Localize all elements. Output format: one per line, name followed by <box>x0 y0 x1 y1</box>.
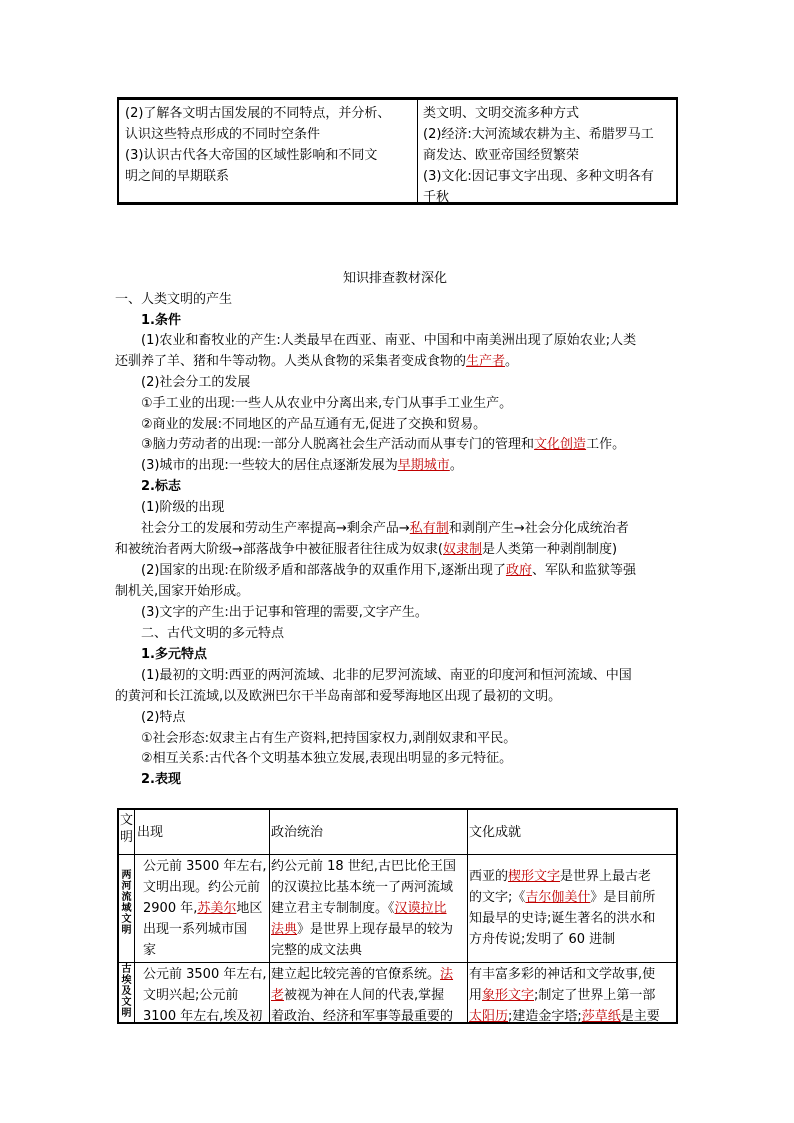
table-text: 明之间的早期联系 <box>125 169 230 184</box>
key-term: 文化创造 <box>534 437 587 452</box>
row-label-egypt: 古 埃 及 文 明 <box>121 964 132 1019</box>
key-term: 生产者 <box>466 354 506 369</box>
key-term: 法典 <box>271 922 298 937</box>
table-text: (3)文化:因记事文字出现、多种文明各有 <box>423 169 654 184</box>
paragraph: ③脑力劳动者的出现:一部分人脱离社会生产活动而从事专门的管理和文化创造工作。 <box>141 437 626 452</box>
key-term: 太阳历 <box>469 1009 509 1024</box>
paragraph: (1)最初的文明:西亚的两河流域、北非的尼罗河流域、南亚的印度河和恒河流域、中国 <box>141 668 632 683</box>
paragraph: ②相互关系:古代各个文明基本独立发展,表现出明显的多元特征。 <box>141 751 513 766</box>
row1-politics: 约公元前 18 世纪,古巴比伦王国 的汉谟拉比基本统一了两河流域 建立君主专制制度。《汉谟拉比 法典》是世界上现存最早的较为 完整的成文法典 <box>271 859 456 958</box>
table-text: 类文明、文明交流多种方式 <box>423 106 580 121</box>
paragraph: (2)社会分工的发展 <box>141 375 251 390</box>
paragraph: 制机关,国家开始形成。 <box>115 584 250 599</box>
table-divider <box>119 962 676 963</box>
table-text: (2)经济:大河流域农耕为主、希腊罗马工 <box>423 127 654 142</box>
key-term: 苏美尔 <box>197 901 237 916</box>
heading-1: 一、人类文明的产生 <box>115 292 233 307</box>
header-appearance: 出现 <box>137 825 164 840</box>
row-label-mesopotamia: 两 河 流 域 文 明 <box>121 870 132 936</box>
objectives-table <box>117 97 678 205</box>
key-term: 象形文字 <box>482 988 535 1003</box>
subheading: 2.表现 <box>141 772 181 787</box>
subheading: 2.标志 <box>141 479 181 494</box>
table-left-cell <box>125 103 390 187</box>
header-culture: 文化成就 <box>469 825 522 840</box>
paragraph: ①社会形态:奴隶主占有生产资料,把持国家权力,剥削奴隶和平民。 <box>141 731 517 746</box>
paragraph: (2)国家的出现:在阶级矛盾和部落战争的双重作用下,逐渐出现了政府、军队和监狱等强 <box>141 563 636 578</box>
table-text: 千秋 <box>423 190 450 205</box>
header-politics: 政治统治 <box>271 825 324 840</box>
paragraph: ②商业的发展:不同地区的产品互通有无,促进了交换和贸易。 <box>141 417 487 432</box>
row1-culture: 西亚的楔形文字是世界上最古老 的文字;《吉尔伽美什》是目前所 知最早的史诗;诞生著名的洪水和 方舟传说;发明了 60 进制 <box>469 869 656 947</box>
table-text: 商发达、欧亚帝国经贸繁荣 <box>423 148 580 163</box>
key-term: 政府 <box>505 563 532 578</box>
row2-politics: 建立起比较完善的官僚系统。法 老被视为神在人间的代表,掌握 着政治、经济和军事等最重要的 <box>271 967 454 1024</box>
paragraph: ①手工业的出现:一些人从农业中分离出来,专门从事手工业生产。 <box>141 396 513 411</box>
table-right-cell <box>423 103 654 208</box>
paragraph: (3)文字的产生:出于记事和管理的需要,文字产生。 <box>141 605 428 620</box>
subheading: 1.条件 <box>141 313 181 328</box>
key-term: 奴隶制 <box>442 542 482 557</box>
table-divider <box>119 854 676 855</box>
table-text: 认识这些特点形成的不同时空条件 <box>125 127 321 142</box>
key-term: 老 <box>271 988 285 1003</box>
subheading: 1.多元特点 <box>141 647 207 662</box>
table-divider <box>417 100 418 202</box>
heading-2: 二、古代文明的多元特点 <box>141 626 285 641</box>
civilizations-table <box>117 808 678 1024</box>
table-divider <box>269 810 270 1022</box>
key-term: 楔形文字 <box>508 869 561 884</box>
key-term: 私有制 <box>409 521 449 536</box>
table-divider <box>467 810 468 1022</box>
paragraph: 还驯养了羊、猪和牛等动物。人类从食物的采集者变成食物的生产者。 <box>115 354 519 369</box>
header-civilization: 文 明 <box>119 813 133 845</box>
paragraph: 社会分工的发展和劳动生产率提高→剩余产品→私有制和剥削产生→社会分化成统治者 <box>141 521 629 536</box>
key-term: 汉谟拉比 <box>394 901 447 916</box>
key-term: 法 <box>440 967 454 982</box>
paragraph: 的黄河和长江流域,以及欧洲巴尔干半岛南部和爱琴海地区出现了最初的文明。 <box>115 689 562 704</box>
table-text: (2)了解各文明古国发展的不同特点，并分析、 <box>125 106 391 121</box>
table-divider <box>134 810 135 1022</box>
key-term: 吉尔伽美什 <box>525 890 591 905</box>
row2-culture: 有丰富多彩的神话和文学故事,使 用象形文字;制定了世界上第一部 太阳历;建造金字塔;莎草纸是主要 <box>469 967 660 1024</box>
table-text: (3)认识古代各大帝国的区域性影响和不同文 <box>125 148 378 163</box>
paragraph: (3)城市的出现:一些较大的居住点逐渐发展为早期城市。 <box>141 458 463 473</box>
row1-appearance: 公元前 3500 年左右, 文明出现。约公元前 2900 年,苏美尔地区 出现一系列城市国 家 <box>143 859 267 958</box>
paragraph: (1)阶级的出现 <box>141 500 225 515</box>
section-title: 知识排查教材深化 <box>343 271 448 286</box>
row2-appearance: 公元前 3500 年左右, 文明兴起;公元前 3100 年左右,埃及初 <box>143 967 267 1024</box>
key-term: 莎草纸 <box>581 1009 621 1024</box>
paragraph: (2)特点 <box>141 710 186 725</box>
paragraph: 和被统治者两大阶级→部落战争中被征服者往往成为奴隶(奴隶制是人类第一种剥削制度) <box>115 542 618 557</box>
paragraph: (1)农业和畜牧业的产生:人类最早在西亚、南亚、中国和中南美洲出现了原始农业;人类 <box>141 333 637 348</box>
key-term: 早期城市 <box>397 458 450 473</box>
